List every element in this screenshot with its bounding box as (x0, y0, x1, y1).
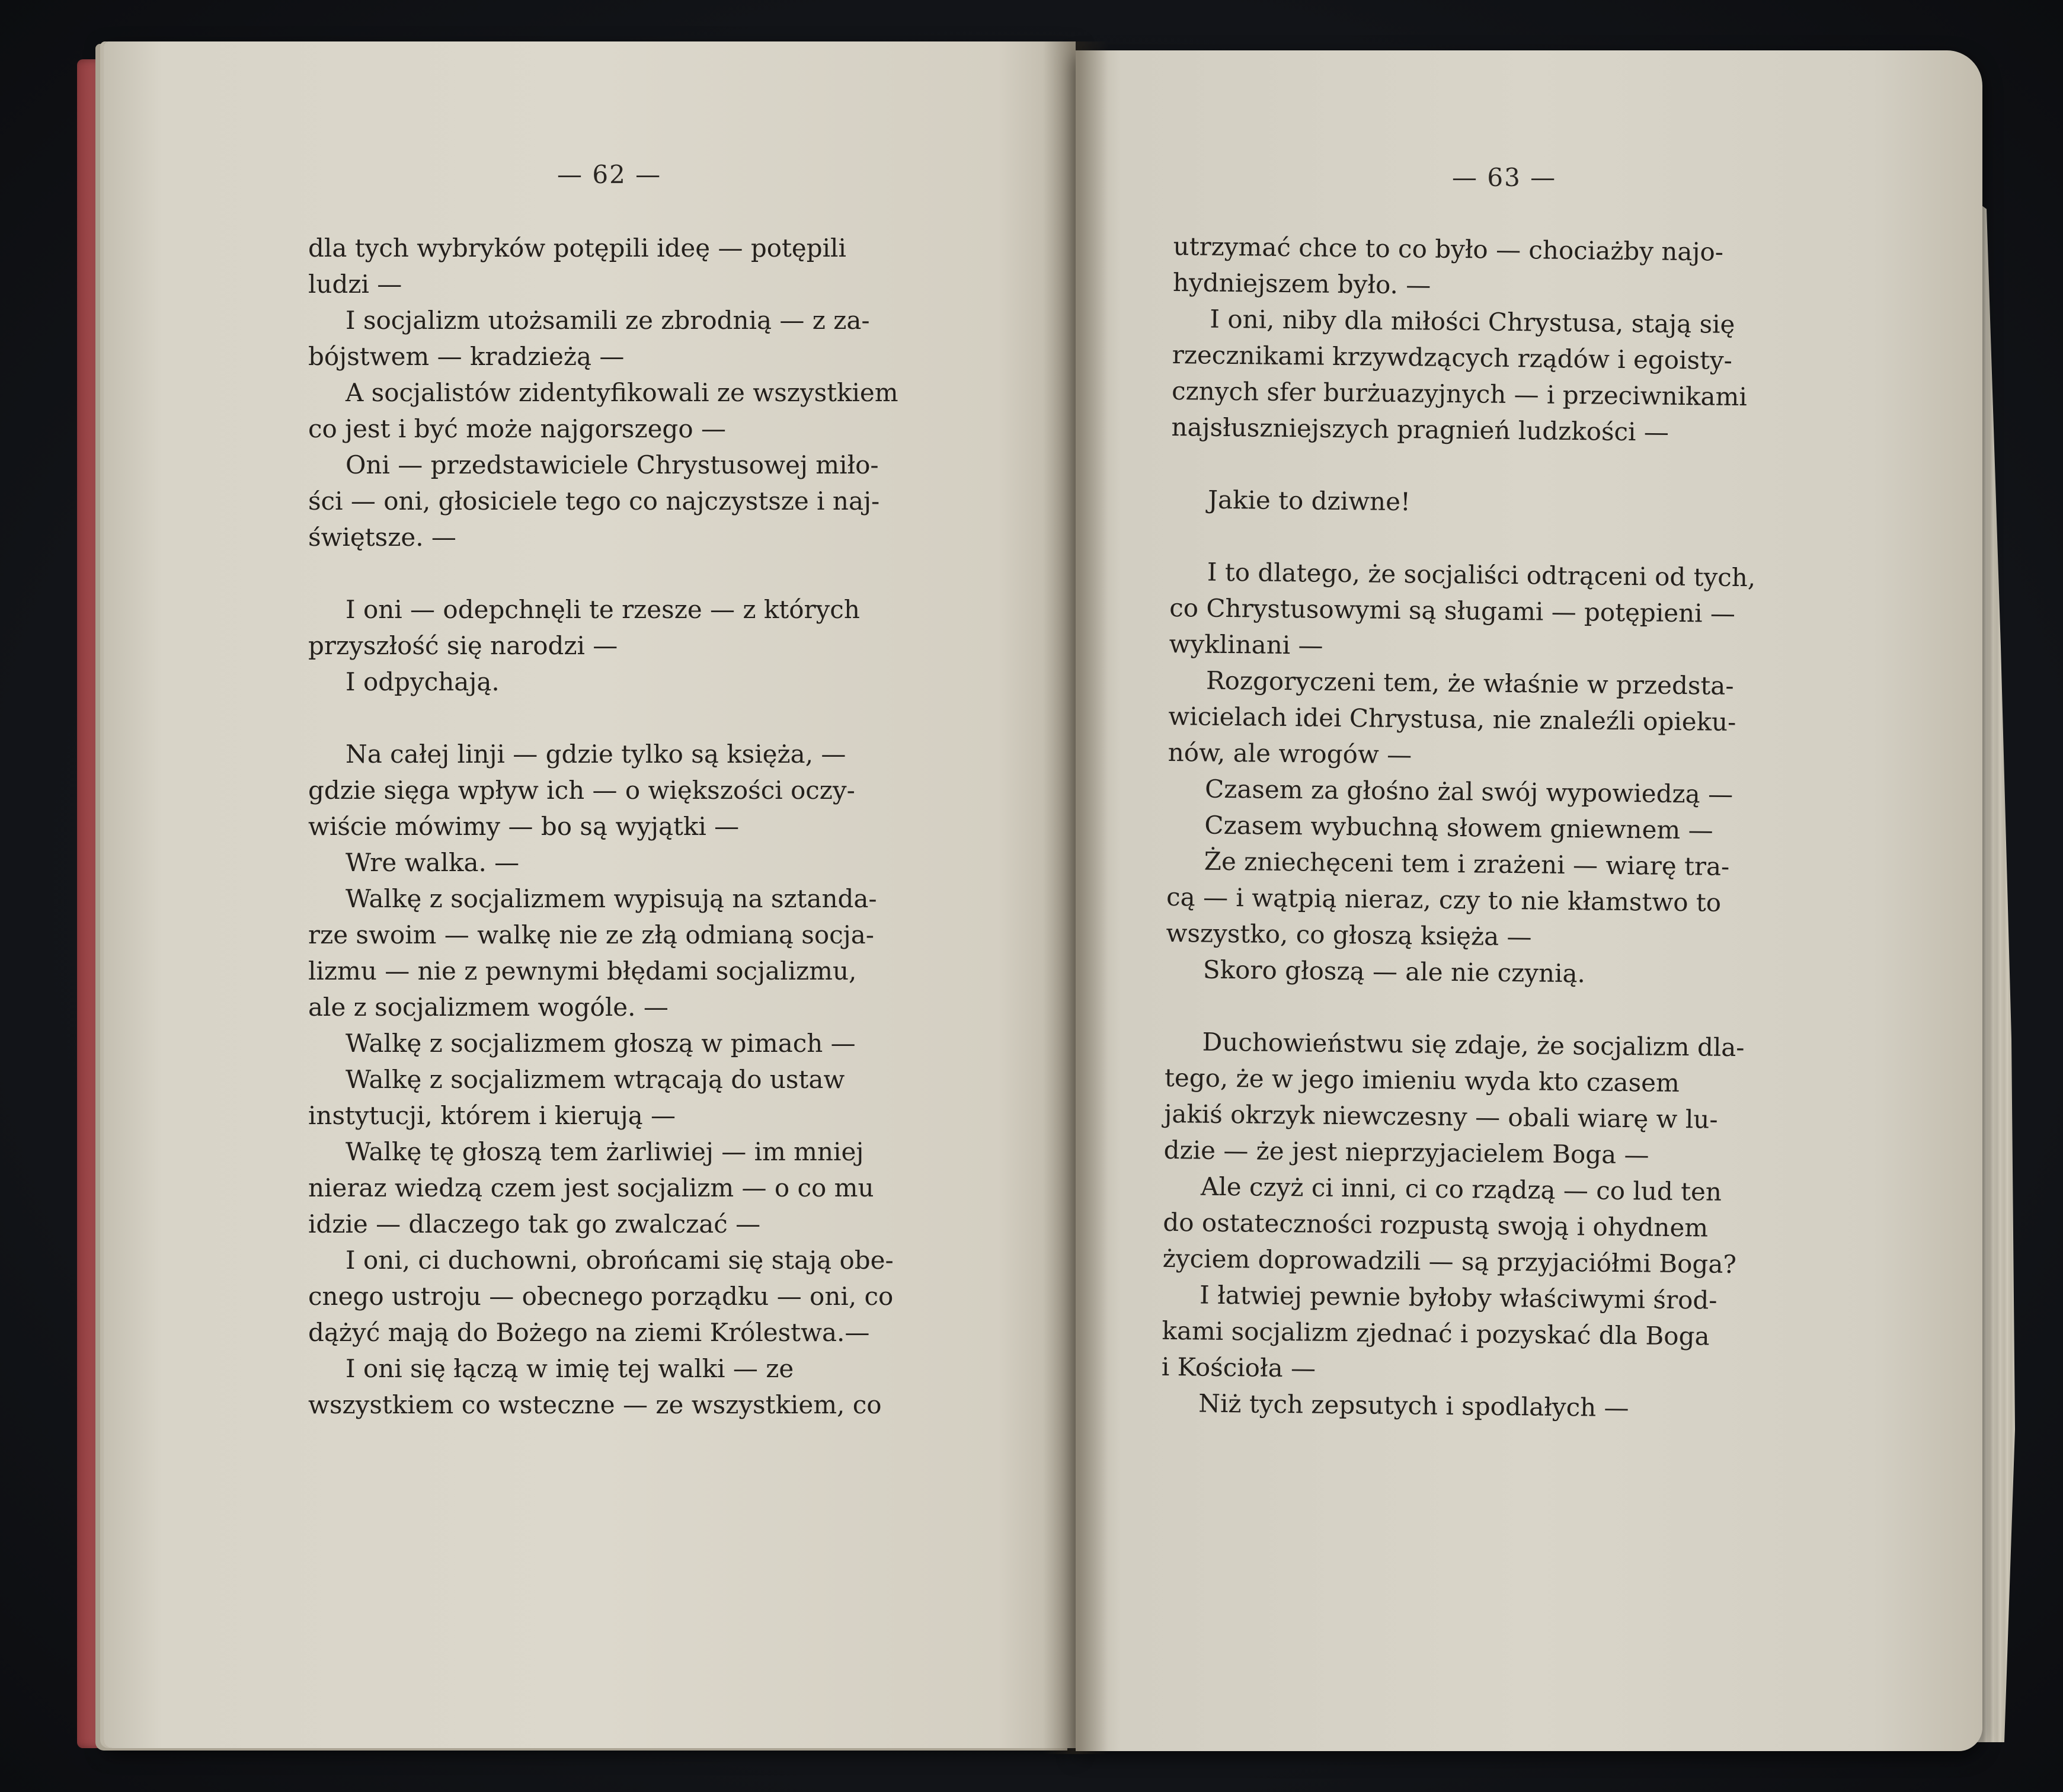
text-line: Walkę z socjalizmem wypisują na sztanda- (308, 884, 877, 913)
text-line: najsłuszniejszych pragnień ludzkości — (1171, 412, 1669, 447)
text-line: I łatwiej pewnie byłoby właściwymi środ- (1162, 1279, 1717, 1315)
text-line: bójstwem — kradzieżą — (308, 342, 625, 371)
paragraph-gap (1165, 987, 1818, 1031)
text-line: nieraz wiedzą czem jest socjalizm — o co mu (308, 1173, 874, 1202)
text-line: co jest i być może najgorszego — (308, 414, 726, 443)
text-line: życiem doprowadzili — są przyjaciółmi Boga? (1162, 1243, 1737, 1279)
text-line: Czasem wybuchną słowem gniewnem — (1167, 809, 1713, 845)
text-line: Na całej linji — gdzie tylko są księża, — (308, 740, 846, 769)
text-line: Wre walka. — (308, 848, 520, 877)
paragraph-gap (1171, 445, 1824, 488)
text-line: i Kościoła — (1161, 1352, 1316, 1383)
text-line: wyklinani — (1169, 629, 1323, 660)
right-page (1076, 50, 1982, 1751)
text-line: cznych sfer burżuazyjnych — i przeciwnikami (1171, 376, 1748, 412)
text-line: wicielach idei Chrystusa, nie znaleźli opieku- (1168, 701, 1736, 737)
text-line: I oni się łączą w imię tej walki — ze (308, 1354, 794, 1383)
page-text (308, 230, 925, 1423)
text-line: kami socjalizm zjednać i pozyskać dla Boga (1162, 1316, 1710, 1351)
text-line: cnego ustroju — obecnego porządku — oni, co (308, 1282, 894, 1311)
text-line: ale z socjalizmem wogóle. — (308, 993, 669, 1022)
page-number: — 63 — (1452, 163, 1557, 192)
text-line: świętsze. — (308, 523, 456, 552)
text-line: wszystkiem co wsteczne — ze wszystkiem, co (308, 1390, 882, 1419)
text-line: Walkę z socjalizmem wtrącają do ustaw (308, 1065, 845, 1094)
text-line: przyszłość się narodzi — (308, 631, 618, 660)
page-text (1161, 228, 1825, 1428)
paragraph-gap (308, 555, 925, 591)
text-line: Oni — przedstawiciele Chrystusowej miło- (308, 450, 879, 479)
text-line: gdzie sięga wpływ ich — o większości oczy- (308, 776, 855, 805)
text-line: do ostateczności rozpustą swoją i ohydnem (1163, 1207, 1709, 1243)
text-line: nów, ale wrogów — (1168, 737, 1412, 770)
text-line: lizmu — nie z pewnymi błędami socjalizmu, (308, 956, 857, 985)
text-line: Skoro głoszą — ale nie czynią. (1165, 954, 1586, 988)
text-line: I odpychają. (308, 667, 500, 696)
text-line: Ale czyż ci inni, ci co rządzą — co lud ten (1163, 1171, 1722, 1207)
text-line: dzie — że jest nieprzyjacielem Boga — (1163, 1135, 1649, 1170)
text-line: rzecznikami krzywdzących rządów i egoisty- (1172, 340, 1733, 375)
text-line: wszystko, co głoszą księża — (1166, 918, 1532, 952)
left-page (104, 41, 1076, 1748)
text-line: A socjalistów zidentyfikowali ze wszystkiem (308, 378, 898, 407)
text-line: dążyć mają do Bożego na ziemi Królestwa.— (308, 1318, 870, 1347)
text-line: ści — oni, głosiciele tego co najczystsze i naj- (308, 487, 880, 516)
text-line: I to dlatego, że socjaliści odtrąceni od tych, (1169, 556, 1756, 593)
text-line: I oni — odepchnęli te rzesze — z których (308, 595, 860, 624)
text-line: Rozgoryczeni tem, że właśnie w przedsta- (1168, 665, 1734, 700)
text-line: idzie — dlaczego tak go zwalczać — (308, 1209, 761, 1239)
text-line: instytucji, którem i kierują — (308, 1101, 676, 1130)
text-line: wiście mówimy — bo są wyjątki — (308, 812, 740, 841)
text-line: co Chrystusowymi są sługami — potępieni — (1169, 593, 1736, 628)
text-line: dla tych wybryków potępili ideę — potępili (308, 233, 846, 263)
text-line: Duchowieństwu się zdaje, że socjalizm dla- (1165, 1026, 1745, 1063)
text-line: tego, że w jego imieniu wyda kto czasem (1164, 1063, 1680, 1098)
book-gutter (1043, 41, 1108, 1754)
text-line: ludzi — (308, 270, 402, 299)
text-line: cą — i wątpią nieraz, czy to nie kłamstwo to (1166, 882, 1722, 917)
text-line: Niż tych zepsutych i spodlałych — (1160, 1388, 1629, 1423)
text-line: Czasem za głośno żal swój wypowiedzą — (1167, 773, 1733, 809)
text-line: I oni, ci duchowni, obrońcami się stają obe- (308, 1246, 894, 1275)
page-number: — 62 — (557, 160, 662, 189)
text-line: Jakie to dziwne! (1170, 484, 1411, 517)
text-line: rze swoim — walkę nie ze złą odmianą socja- (308, 920, 874, 949)
text-line: jakiś okrzyk niewczesny — obali wiarę w lu- (1164, 1099, 1718, 1134)
paragraph-gap (1170, 517, 1822, 561)
paragraph-gap (308, 700, 925, 736)
text-line: Walkę z socjalizmem głoszą w pimach — (308, 1029, 856, 1058)
text-line: I socjalizm utożsamili ze zbrodnią — z za- (308, 306, 870, 335)
text-line: Walkę tę głoszą tem żarliwiej — im mniej (308, 1137, 864, 1166)
text-line: utrzymać chce to co było — chociażby najo- (1173, 231, 1724, 267)
text-line: I oni, niby dla miłości Chrystusa, stają się (1172, 303, 1735, 339)
text-line: Że zniechęceni tem i zrażeni — wiarę tra- (1166, 846, 1730, 881)
text-line: hydniejszem było. — (1172, 267, 1431, 300)
